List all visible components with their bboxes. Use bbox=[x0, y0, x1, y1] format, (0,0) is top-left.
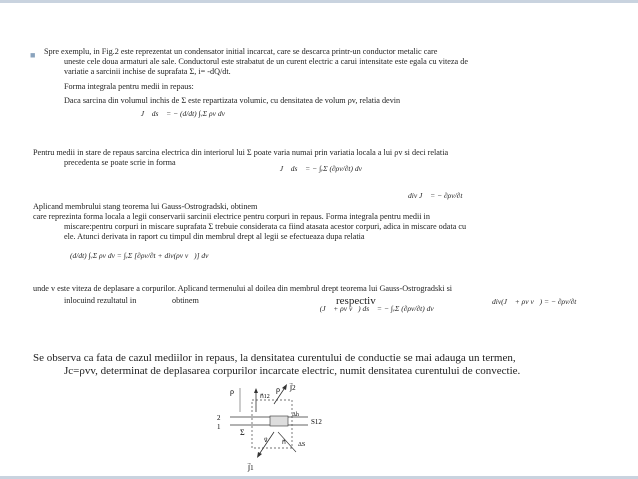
formula-4: (d/dt) ∫ᵥΣ ρv dv = ∫ᵥΣ [∂ρv/∂t + div(ρv v⃗)] dv bbox=[70, 251, 209, 260]
paragraph-4-line-1: Pentru medii in stare de repaus sarcina electrica din interiorul lui Σ poate varia numai prin variatia locala a lui ρv si deci relatia bbox=[33, 148, 449, 157]
paragraph-8-line-2: Jc=ρvv, determinat de deplasarea corpurilor incarcate electric, numit densitatea curentului de convectie. bbox=[64, 365, 521, 377]
paragraph-1-line-3: variatie a sarcinii inchise de suprafata Σ, i= -dQ/dt. bbox=[64, 67, 231, 76]
v-label: v⃗ bbox=[264, 438, 268, 444]
paragraph-1-line-1: Spre exemplu, in Fig.2 este reprezentat un condensator initial incarcat, care se descarca printr-un conductor metalic care bbox=[44, 47, 438, 56]
paragraph-5: Aplicand membrului stang teorema lui Gauss-Ostrogradski, obtinem bbox=[33, 202, 258, 211]
s12-label: S12 bbox=[311, 418, 322, 426]
dh-label: Δh bbox=[292, 412, 299, 418]
paragraph-2: Forma integrala pentru medii in repaus: bbox=[64, 82, 194, 91]
figure-label-2: 2 bbox=[217, 414, 221, 422]
paragraph-6-line-1: care reprezinta forma locala a legii conservarii sarcinii electrice pentru corpuri in repaus. Forma integrala pentru medii in bbox=[33, 212, 430, 221]
j1-arrow bbox=[258, 432, 274, 456]
rho2-label: ρ bbox=[276, 385, 280, 394]
slide-top-border bbox=[0, 0, 638, 3]
formula-2: ∮ J⃗ ds⃗ = − ∫ᵥΣ (∂ρv/∂t) dv bbox=[272, 164, 362, 173]
condensator-figure bbox=[212, 382, 330, 474]
formula-1: ∮ J⃗ ds⃗ = − (d/dt) ∫ᵥΣ ρv dv bbox=[133, 109, 225, 118]
ds-label: ΔS bbox=[298, 442, 306, 448]
paragraph-8-line-1: Se observa ca fata de cazul mediilor in repaus, la densitatea curentului de conductie se mai adauga un termen, bbox=[33, 352, 516, 364]
j1-arrowhead-icon bbox=[257, 452, 262, 458]
j1-label: J⃗1 bbox=[248, 464, 254, 472]
bullet-icon: ■ bbox=[30, 50, 36, 60]
n-label: n⃗ bbox=[282, 440, 286, 446]
paragraph-7-line-2: inlocuind rezultatul in bbox=[64, 296, 137, 305]
respectiv-label: respectiv bbox=[336, 295, 376, 307]
paragraph-1-line-2: uneste cele doua armaturi ale sale. Conductorul este strabatut de un curent electric a carui intensitate este egala cu viteza de bbox=[64, 57, 468, 66]
figure-label-1: 1 bbox=[217, 423, 221, 431]
ds-line bbox=[278, 432, 296, 452]
element-box bbox=[270, 416, 288, 426]
paragraph-6-line-2: miscare:pentru corpuri in miscare suprafata Σ trebuie considerata ca fiind atasata acestor corpuri, adica in miscare odata cu bbox=[64, 222, 467, 231]
paragraph-6-line-3: ele. Atunci derivata in raport cu timpul din membrul drept al legii se efectueaza dupa relatia bbox=[64, 232, 365, 241]
paragraph-4-line-2: precedenta se poate scrie in forma bbox=[64, 158, 176, 167]
formula-5: ∮ (J⃗ + ρv v⃗) ds⃗ = − ∫ᵥΣ (∂ρv/∂t) dv bbox=[312, 304, 434, 313]
j2-arrowhead-icon bbox=[282, 384, 287, 390]
formula-6: div(J⃗ + ρv v⃗) = − ∂ρv/∂t bbox=[492, 297, 577, 306]
j2-label: J⃗2 bbox=[290, 384, 296, 392]
rho1-label: ρ bbox=[230, 387, 234, 396]
paragraph-7-line-1: unde v este viteza de deplasare a corpurilor. Aplicand termenului al doilea din membrul drept teorema lui Gauss-Ostrogradski si bbox=[33, 284, 453, 293]
n12-arrowhead-icon bbox=[254, 388, 258, 393]
sigma-label: Σ bbox=[240, 428, 245, 437]
paragraph-3: Daca sarcina din volumul inchis de Σ este repartizata volumic, cu densitatea de volum ρv, relatia devin bbox=[64, 96, 401, 105]
n12-label: n⃗12 bbox=[260, 394, 270, 400]
paragraph-7-obtinem: obtinem bbox=[172, 296, 199, 305]
formula-3: div J⃗ = − ∂ρv/∂t bbox=[408, 191, 463, 200]
